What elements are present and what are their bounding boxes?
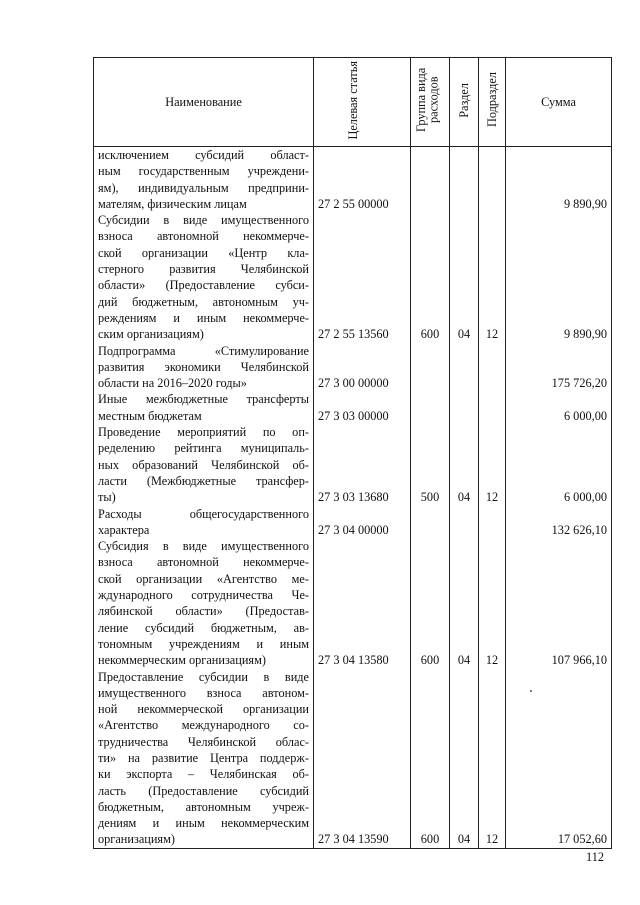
table-header-row (94, 58, 612, 147)
row-name-line: реждениям и иным некоммерче- (98, 310, 309, 325)
row-expense-group: 600 (411, 669, 450, 849)
row-target-article: 27 3 04 00000 (314, 506, 411, 539)
row-name-line: ти» на развитие Центра поддерж- (98, 750, 309, 765)
row-name-line: тономным учреждениям и иным (98, 636, 309, 651)
row-section (450, 506, 479, 539)
row-name-line: «Агентство международного со- (98, 718, 309, 733)
row-name-line: Предоставление субсидии в виде (98, 669, 309, 684)
table-row (94, 506, 612, 539)
row-name-cell (94, 506, 314, 539)
table-row (94, 212, 612, 342)
table-row (94, 343, 612, 392)
row-name-line: ям), индивидуальным предприни- (98, 180, 309, 195)
row-subsection: 12 (479, 669, 506, 849)
row-name-cell (94, 391, 314, 424)
row-name-line: ки экспорта – Челябинская об- (98, 767, 309, 782)
row-name-line: Субсидии в виде имущественного (98, 213, 309, 228)
row-name-line: ской организации «Агентство ме- (98, 571, 309, 586)
row-name-line: взноса автономной некоммерче- (98, 229, 309, 244)
table-row (94, 424, 612, 505)
page-number: 112 (586, 850, 604, 864)
row-name-line: имущественного взноса автоном- (98, 685, 309, 700)
row-name-line: ласть (Предоставление субсидий (98, 783, 309, 798)
row-name-line: лябинской области» (Предостав- (98, 604, 309, 619)
row-name-line: дий бюджетным, автономным уч- (98, 294, 309, 309)
row-name-cell (94, 424, 314, 505)
row-name-line: ты) (98, 490, 116, 505)
row-name-line: ласти (Межбюджетные трансфер- (98, 473, 309, 488)
row-target-article: 27 3 04 13580 (314, 538, 411, 668)
row-name-line: дениям и иным некоммерческим (98, 816, 309, 831)
header-subsection: Подраздел (479, 58, 506, 147)
row-subsection (479, 147, 506, 213)
table-row (94, 538, 612, 668)
row-name-line: ским организациям) (98, 327, 204, 342)
row-target-article: 27 3 03 00000 (314, 391, 411, 424)
table-row (94, 391, 612, 424)
row-name-cell (94, 343, 314, 392)
row-name-line: Субсидия в виде имущественного (98, 539, 309, 554)
row-expense-group: 600 (411, 212, 450, 342)
row-name-line: области на 2016–2020 годы» (98, 376, 247, 391)
row-name-line: стерного развития Челябинской (98, 262, 309, 277)
row-target-article: 27 2 55 13560 (314, 212, 411, 342)
table-row (94, 147, 612, 213)
row-amount: 6 000,00 (506, 391, 612, 424)
row-name-cell (94, 212, 314, 342)
row-section (450, 343, 479, 392)
row-name-line: трудничества Челябинской облас- (98, 734, 309, 749)
row-amount: 9 890,90 (506, 212, 612, 342)
row-name-line: организациям) (98, 832, 175, 847)
row-amount: 132 626,10 (506, 506, 612, 539)
row-amount: 17 052,60 (506, 669, 612, 849)
row-target-article: 27 3 03 13680 (314, 424, 411, 505)
row-name-line: Расходы общегосударственного (98, 506, 309, 521)
row-name-line: ных образований Челябинской об- (98, 457, 309, 472)
row-subsection (479, 343, 506, 392)
header-amount: Сумма (506, 58, 612, 147)
row-name-line: ным государственным учреждени- (98, 164, 309, 179)
row-section: 04 (450, 212, 479, 342)
row-name-line: Проведение мероприятий по оп- (98, 425, 309, 440)
row-amount: 9 890,90 (506, 147, 612, 213)
header-name: Наименование (94, 58, 314, 147)
row-target-article: 27 2 55 00000 (314, 147, 411, 213)
row-name-line: исключением субсидий област- (98, 148, 309, 162)
budget-table (93, 57, 612, 849)
row-name-line: некоммерческим организациям) (98, 653, 266, 668)
row-amount: 107 966,10 (506, 538, 612, 668)
row-expense-group (411, 391, 450, 424)
row-name-line: характера (98, 522, 150, 537)
scan-speck (530, 690, 532, 692)
row-expense-group: 600 (411, 538, 450, 668)
row-subsection: 12 (479, 212, 506, 342)
row-section: 04 (450, 538, 479, 668)
row-amount: 175 726,20 (506, 343, 612, 392)
header-target-article: Целевая статья (314, 58, 411, 147)
row-subsection (479, 391, 506, 424)
row-name-line: бюджетным, автономным учреж- (98, 799, 309, 814)
row-name-line: мателям, физическим лицам (98, 196, 247, 211)
row-name-line: Подпрограмма «Стимулирование (98, 343, 309, 358)
row-name-line: Иные межбюджетные трансферты (98, 392, 309, 407)
row-name-line: взноса автономной некоммерче- (98, 555, 309, 570)
row-section: 04 (450, 669, 479, 849)
row-expense-group: 500 (411, 424, 450, 505)
row-name-line: ление субсидий бюджетным, ав- (98, 620, 309, 635)
row-section: 04 (450, 424, 479, 505)
row-subsection: 12 (479, 538, 506, 668)
row-expense-group (411, 343, 450, 392)
row-name-cell (94, 538, 314, 668)
row-name-line: ределению рейтинга муниципаль- (98, 441, 309, 456)
row-target-article: 27 3 04 13590 (314, 669, 411, 849)
row-name-line: ждународного сотрудничества Че- (98, 588, 309, 603)
row-name-cell (94, 669, 314, 849)
row-name-line: развития экономики Челябинской (98, 359, 309, 374)
row-amount: 6 000,00 (506, 424, 612, 505)
row-name-line: ной некоммерческой организации (98, 702, 309, 717)
row-subsection (479, 506, 506, 539)
row-expense-group (411, 506, 450, 539)
header-section: Раздел (450, 58, 479, 147)
row-name-cell (94, 147, 314, 213)
row-subsection: 12 (479, 424, 506, 505)
row-section (450, 147, 479, 213)
header-expense-group: Группа вида расходов (411, 58, 450, 147)
row-name-line: ской организации «Центр кла- (98, 245, 309, 260)
table-row (94, 669, 612, 849)
row-name-line: местным бюджетам (98, 408, 202, 423)
row-target-article: 27 3 00 00000 (314, 343, 411, 392)
row-expense-group (411, 147, 450, 213)
row-name-line: области» (Предоставление субси- (98, 278, 309, 293)
row-section (450, 391, 479, 424)
